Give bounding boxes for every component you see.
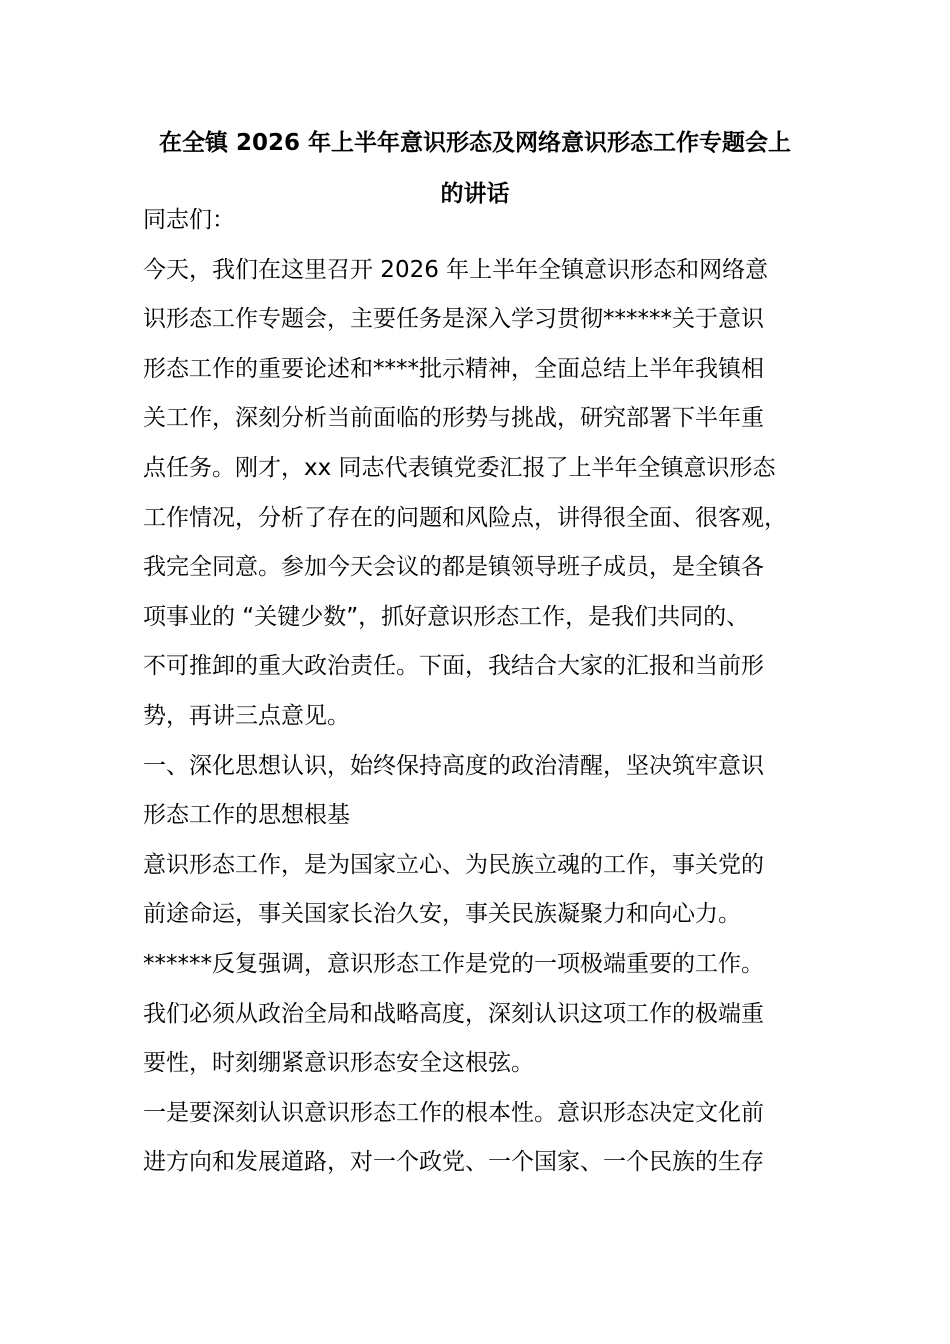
body-line: 工作情况，分析了存在的问题和风险点，讲得很全面、很客观， — [143, 504, 787, 531]
body-line: 我完全同意。参加今天会议的都是镇领导班子成员，是全镇各 — [143, 554, 764, 581]
body-line: ******反复强调，意识形态工作是党的一项极端重要的工作。 — [143, 950, 764, 977]
section-heading-line: 一、深化思想认识，始终保持高度的政治清醒，坚决筑牢意识 — [143, 752, 764, 779]
body-line: 我们必须从政治全局和战略高度，深刻认识这项工作的极端重 — [143, 1000, 764, 1027]
body-line: 进方向和发展道路，对一个政党、一个国家、一个民族的生存 — [143, 1149, 764, 1176]
body-line: 形态工作的重要论述和****批示精神，全面总结上半年我镇相 — [143, 355, 764, 382]
body-line: 意识形态工作，是为国家立心、为民族立魂的工作，事关党的 — [143, 851, 764, 878]
body-line: 今天，我们在这里召开 2026 年上半年全镇意识形态和网络意 — [143, 256, 769, 283]
body-line: 一是要深刻认识意识形态工作的根本性。意识形态决定文化前 — [143, 1099, 764, 1126]
title-line-2: 的讲话 — [440, 181, 510, 207]
body-line: 势，再讲三点意见。 — [143, 702, 350, 729]
body-line: 前途命运，事关国家长治久安，事关民族凝聚力和向心力。 — [143, 901, 741, 928]
body-line: 识形态工作专题会，主要任务是深入学习贯彻******关于意识 — [143, 306, 764, 333]
body-line: 项事业的 “关键少数”，抓好意识形态工作，是我们共同的、 — [143, 603, 750, 630]
document-body — [143, 196, 823, 1188]
title-line-1: 在全镇 2026 年上半年意识形态及网络意识形态工作专题会上 — [158, 130, 792, 156]
body-line: 要性，时刻绷紧意识形态安全这根弦。 — [143, 1050, 534, 1077]
body-line: 关工作，深刻分析当前面临的形势与挑战，研究部署下半年重 — [143, 405, 764, 432]
section-heading-line: 形态工作的思想根基 — [143, 802, 350, 829]
body-line: 点任务。刚才，xx 同志代表镇党委汇报了上半年全镇意识形态 — [143, 454, 776, 481]
salutation-line: 同志们： — [143, 207, 235, 233]
body-line: 不可推卸的重大政治责任。下面，我结合大家的汇报和当前形 — [143, 653, 764, 680]
